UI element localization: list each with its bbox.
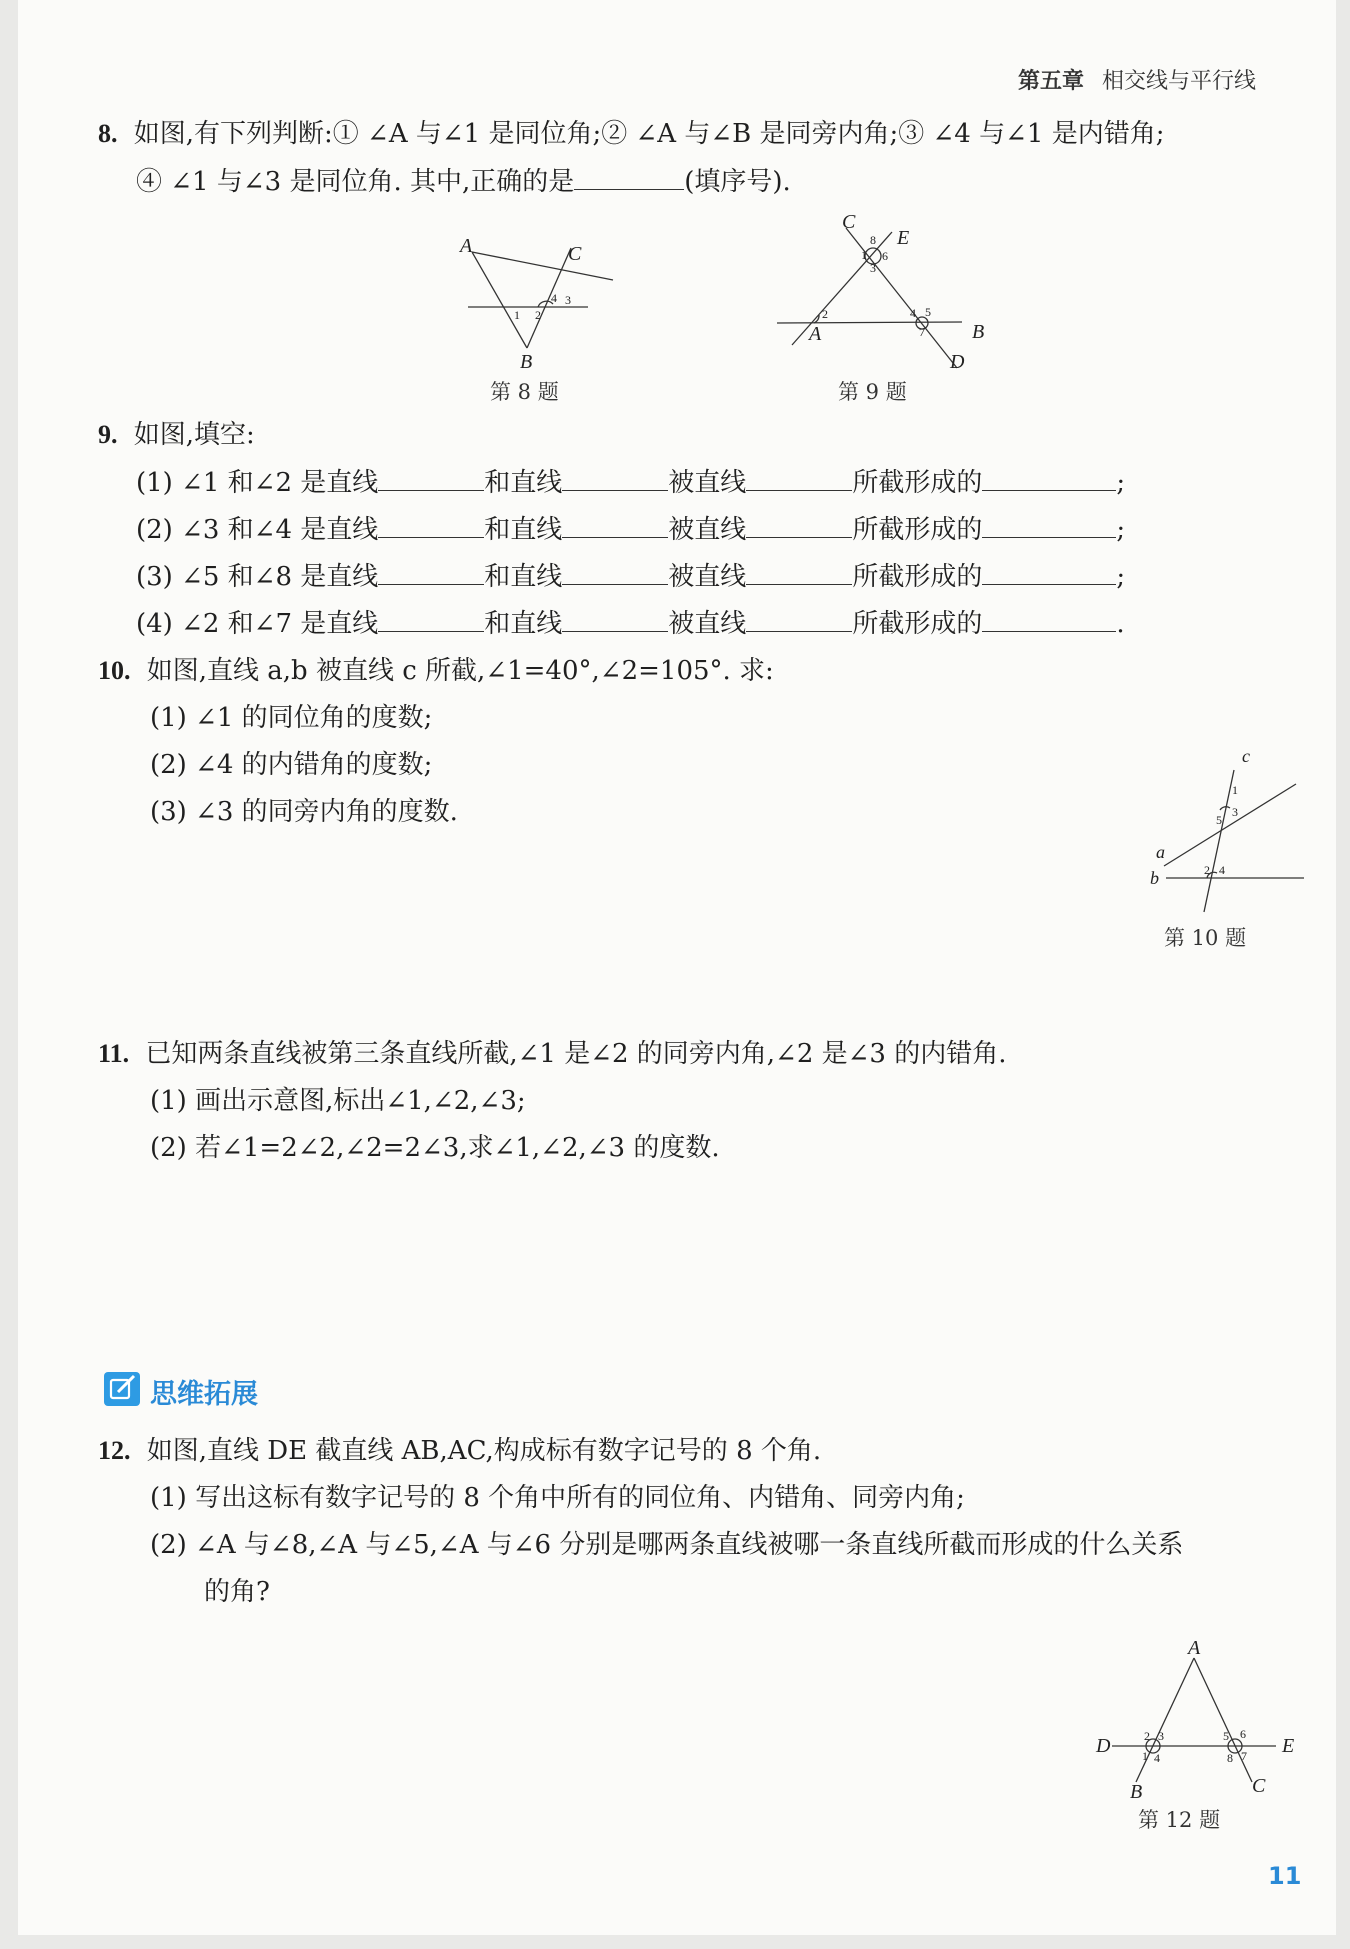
q9-item-1-blank-4[interactable] [982,464,1116,491]
fig12-angle-1: 1 [1142,1749,1148,1763]
q10-item-3: (3) ∠3 的同旁内角的度数. [150,797,458,827]
fig10-label-a: a [1156,842,1165,862]
q9-item-3-blank-3[interactable] [746,558,852,585]
q9-item-2 [136,511,1125,548]
q9-item-3-blank-2[interactable] [562,558,668,585]
q9-item-3-by: 被直线 [668,562,747,592]
q9-item-2-blank-3[interactable] [746,511,852,538]
q9-item-1 [136,464,1125,501]
fig12-angle-5: 5 [1223,1729,1229,1743]
figure-10 [1124,740,1324,920]
fig12-angle-6: 6 [1240,1727,1246,1741]
q10-stem-text: 如图,直线 a,b 被直线 c 所截,∠1=40°,∠2=105°. 求: [146,656,774,686]
q9-item-4-blank-2[interactable] [562,605,668,632]
q9-item-4-blank-1[interactable] [378,605,484,632]
fig10-line-a [1164,784,1296,866]
fig10-angle-1: 1 [1232,783,1238,797]
fig9-label-E: E [897,227,910,249]
fig12-angle-8: 8 [1227,1751,1233,1765]
fig8-label-B: B [520,351,533,372]
fig10-angle-3: 3 [1232,805,1238,819]
fig8-angle-1: 1 [514,308,520,322]
fig9-angle-7: 7 [919,325,925,339]
fig8-line-AC [472,252,613,280]
q8-text-line2-end: (填序号). [684,167,791,197]
fig9-angle-8: 8 [870,233,876,247]
q9-item-4-blank-3[interactable] [746,605,852,632]
pencil-glyph [104,1372,140,1406]
q8-answer-blank[interactable] [574,163,684,190]
fig12-angle-7: 7 [1241,1749,1247,1763]
q12-item-2-cont: 的角? [204,1577,270,1607]
fig9-angle-6: 6 [882,249,888,263]
q9-item-1-end: ; [1116,468,1126,498]
q9-number: 9. [98,420,118,449]
q11-item-1: (1) 画出示意图,标出∠1,∠2,∠3; [150,1086,526,1116]
fig12-line-AB [1136,1658,1194,1782]
fig9-label-D: D [950,351,965,373]
q8-text-line2: ④ ∠1 与∠3 是同位角. 其中,正确的是 [136,167,575,197]
q9-item-1-and: 和直线 [484,468,563,498]
fig10-caption: 第 10 题 [1164,926,1247,950]
q9-item-1-prefix: (1) ∠1 和∠2 是直线 [136,468,379,498]
section-pencil-icon [104,1372,140,1406]
q12-item-1: (1) 写出这标有数字记号的 8 个角中所有的同位角、内错角、同旁内角; [150,1483,965,1513]
q12-stem-text: 如图,直线 DE 截直线 AB,AC,构成标有数字记号的 8 个角. [146,1436,822,1466]
q9-item-2-blank-4[interactable] [982,511,1116,538]
q9-item-2-and: 和直线 [484,515,563,545]
q9-item-4-blank-4[interactable] [982,605,1116,632]
fig8-angle-3: 3 [565,293,571,307]
q9-item-3-blank-4[interactable] [982,558,1116,585]
q8-number: 8. [98,119,118,148]
q11-stem [98,1036,1007,1072]
fig9-angle-2: 2 [822,307,828,321]
section-title: 思维拓展 [150,1379,258,1410]
fig12-angle-3: 3 [1158,1729,1164,1743]
q9-item-2-end: ; [1116,515,1126,545]
fig12-label-D: D [1096,1735,1111,1757]
q9-stem-text: 如图,填空: [133,420,255,450]
q9-item-2-blank-1[interactable] [378,511,484,538]
page [18,0,1336,1935]
q9-item-2-blank-2[interactable] [562,511,668,538]
figure-12 [1072,1636,1312,1806]
figure-8 [438,222,628,372]
q9-item-2-prefix: (2) ∠3 和∠4 是直线 [136,515,379,545]
fig10-label-b: b [1150,868,1159,888]
fig8-angle-2: 2 [535,308,541,322]
q8-line1 [98,116,1164,152]
fig9-label-A: A [809,323,822,345]
q8-text-line1: 如图,有下列判断:① ∠A 与∠1 是同位角;② ∠A 与∠B 是同旁内角;③ ∠4 与∠1 是内错角; [133,119,1165,149]
fig9-line-AB [777,322,962,323]
q10-stem [98,653,774,689]
q9-item-1-blank-1[interactable] [378,464,484,491]
fig8-label-A: A [460,235,473,257]
fig9-label-C: C [842,211,856,233]
fig9-angle-5: 5 [925,305,931,319]
q10-item-1: (1) ∠1 的同位角的度数; [150,703,433,733]
q11-number: 11. [98,1039,130,1068]
fig12-caption: 第 12 题 [1138,1808,1221,1832]
q9-item-1-blank-2[interactable] [562,464,668,491]
fig12-label-A: A [1188,1637,1201,1659]
figure-9 [762,210,1002,380]
q9-item-4 [136,605,1125,642]
fig8-caption: 第 8 题 [490,380,559,404]
q9-item-4-formed: 所截形成的 [852,609,983,639]
q9-item-4-prefix: (4) ∠2 和∠7 是直线 [136,609,379,639]
q9-item-1-blank-3[interactable] [746,464,852,491]
fig10-angle-4: 4 [1219,863,1225,877]
fig8-line-AB [472,252,527,348]
q11-item-2: (2) 若∠1=2∠2,∠2=2∠3,求∠1,∠2,∠3 的度数. [150,1133,720,1163]
q12-item-2: (2) ∠A 与∠8,∠A 与∠5,∠A 与∠6 分别是哪两条直线被哪一条直线所截而形成的什么关系 [150,1530,1184,1560]
q9-item-1-formed: 所截形成的 [852,468,983,498]
fig9-angle-3: 3 [870,261,876,275]
q9-item-3-blank-1[interactable] [378,558,484,585]
fig8-label-C: C [568,243,582,265]
q9-item-2-by: 被直线 [668,515,747,545]
q10-item-2: (2) ∠4 的内错角的度数; [150,750,433,780]
q9-item-3-formed: 所截形成的 [852,562,983,592]
q9-item-3-prefix: (3) ∠5 和∠8 是直线 [136,562,379,592]
fig10-angle-5: 5 [1216,813,1222,827]
chapter-header [1018,64,1256,95]
q10-number: 10. [98,656,131,685]
fig12-label-B: B [1130,1781,1143,1803]
fig12-line-AC [1194,1658,1252,1782]
fig9-label-B: B [972,321,985,343]
fig12-label-E: E [1282,1735,1295,1757]
q11-stem-text: 已知两条直线被第三条直线所截,∠1 是∠2 的同旁内角,∠2 是∠3 的内错角. [145,1039,1007,1069]
fig10-angle-2: 2 [1204,863,1210,877]
fig12-angle-2: 2 [1144,1729,1150,1743]
q9-item-4-end: . [1116,609,1125,639]
fig10-line-c [1204,770,1234,912]
chapter-label: 第五章 [1018,69,1085,94]
fig8-angle-4: 4 [551,291,557,305]
fig9-angle-4: 4 [910,306,916,320]
q9-item-4-by: 被直线 [668,609,747,639]
fig12-angle-4: 4 [1154,1751,1160,1765]
q9-stem [98,417,255,453]
q12-stem [98,1433,821,1469]
fig9-caption: 第 9 题 [838,380,907,404]
q9-item-4-and: 和直线 [484,609,563,639]
q9-item-2-formed: 所截形成的 [852,515,983,545]
q9-item-3-and: 和直线 [484,562,563,592]
fig9-angle-1: 1 [861,248,867,262]
q9-item-3 [136,558,1125,595]
page-number: 11 [1268,1862,1302,1890]
chapter-title: 相交线与平行线 [1102,69,1257,94]
q12-number: 12. [98,1436,131,1465]
q9-item-3-end: ; [1116,562,1126,592]
q9-item-1-by: 被直线 [668,468,747,498]
fig10-label-c: c [1242,746,1250,766]
q8-line2 [136,163,791,200]
fig12-label-C: C [1252,1775,1266,1797]
